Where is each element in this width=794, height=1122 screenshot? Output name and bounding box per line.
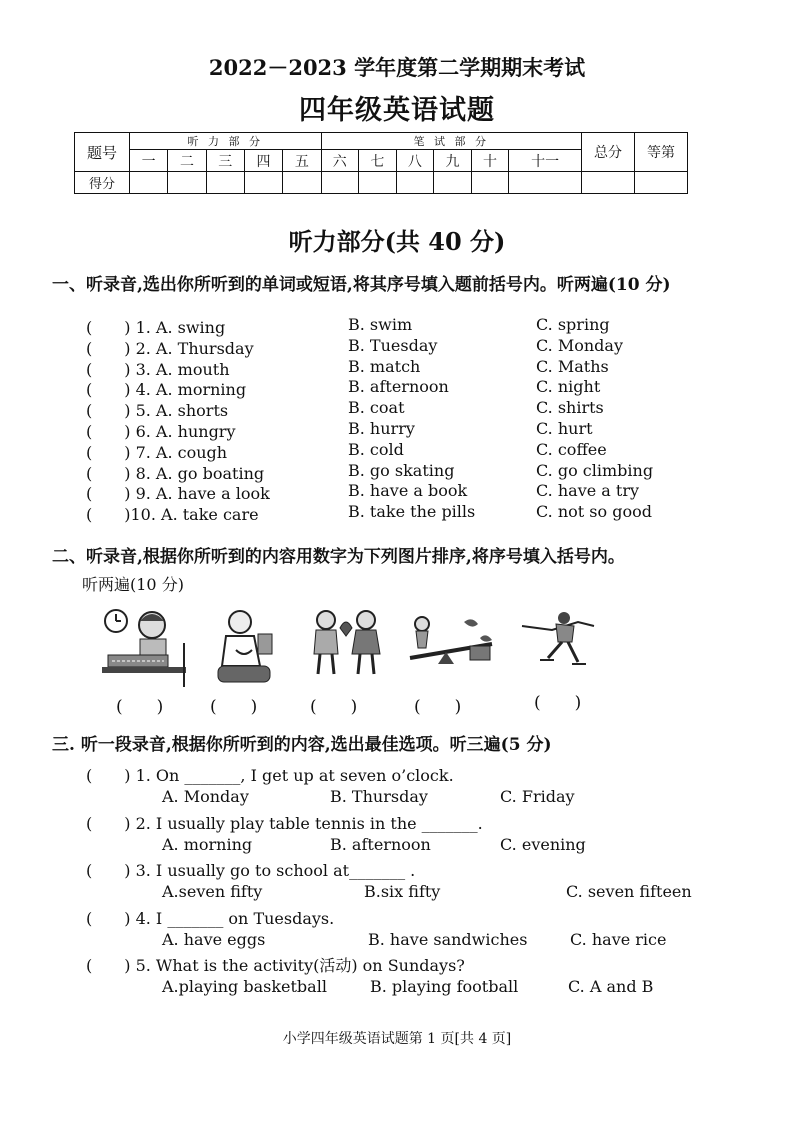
part1-option: C. hurt [536,419,593,438]
col-header: 三 [206,150,244,172]
part1-option: C. spring [536,315,610,334]
score-row-label: 得分 [75,172,130,194]
section-title: 听力部分(共 40 分) [288,227,506,256]
part3-question[interactable]: ( ) 5. What is the activity(活动) on Sundays? [86,956,465,976]
col-header: 七 [359,150,397,172]
part1-question[interactable]: ( ) 3. A. mouth [86,359,230,379]
part1-question[interactable]: ( ) 7. A. cough [86,442,228,462]
total-label: 总分 [582,133,635,172]
part1-question[interactable]: ( ) 9. A. have a look [86,484,270,504]
part1-option: C. Maths [536,356,609,376]
part1-option: C. Monday [536,335,623,355]
part1-option: B. cold [348,439,404,459]
score-cell[interactable] [130,172,168,194]
score-cell[interactable] [434,172,472,194]
score-cell[interactable] [471,172,509,194]
part3-option: C. seven fifteen [566,882,692,902]
part3-option: C. Friday [500,787,575,806]
part1-option: C. have a try [536,481,640,501]
score-table [74,132,688,194]
part1-question[interactable]: ( ) 6. A. hungry [86,422,236,441]
part3-question[interactable]: ( ) 1. On _______, I get up at seven o’clock. [86,766,454,785]
score-cell[interactable] [359,172,397,194]
score-cell[interactable] [244,172,282,194]
part1-option: B. match [348,356,421,376]
col-header: 九 [434,150,472,172]
picture-bracket[interactable]: ( ) [534,693,582,713]
col-header: 二 [168,150,206,172]
part1-option: B. afternoon [348,377,449,397]
part1-question[interactable]: ( ) 5. A. shorts [86,401,229,421]
part1-option: C. coffee [536,439,607,459]
score-cell[interactable] [168,172,206,194]
sick-boy-picture [214,606,276,686]
picture-bracket[interactable]: ( ) [310,697,358,717]
col-header: 六 [321,150,359,172]
part1-question[interactable]: ( ) 2. A. Thursday [86,338,254,358]
score-cell[interactable] [396,172,434,194]
part3-option: A. Monday [162,787,249,806]
col-header: 十一 [509,150,582,172]
question-number-label: 题号 [75,133,130,172]
part3-option: C. evening [500,834,586,854]
part1-question[interactable]: ( )10. A. take care [86,505,259,525]
part3-option: B. have sandwiches [368,929,528,949]
exam-title: 2022－2023 学年度第二学期期末考试 [208,55,586,80]
grade-label: 等第 [635,133,688,172]
col-header: 四 [244,150,282,172]
part3-option: B.six fifty [364,882,441,902]
part1-option: C. shirts [536,398,604,418]
part3-option: B. Thursday [330,787,428,806]
part3-option: A. have eggs [162,929,266,949]
part1-option: B. have a book [348,481,468,501]
two-kids-picture [306,608,388,678]
picture-bracket[interactable]: ( ) [414,697,462,717]
part3-option: A. morning [162,834,253,854]
page-footer: 小学四年级英语试题第 1 页[共 4 页] [282,1031,512,1047]
part1-option: B. swim [348,315,413,334]
score-cell[interactable] [283,172,321,194]
part1-option: C. night [536,377,601,397]
typing-kid-picture [100,603,190,688]
part1-question[interactable]: ( ) 4. A. morning [86,380,247,400]
part3-option: C. have rice [570,929,667,949]
part1-option: B. coat [348,398,405,418]
part1-question[interactable]: ( ) 1. A. swing [86,318,226,337]
part1-option: C. not so good [536,502,652,522]
listening-group-label: 听 力 部 分 [130,133,322,150]
part3-question[interactable]: ( ) 3. I usually go to school at_______ . [86,861,416,881]
part2-instruction: 二、听录音,根据你所听到的内容用数字为下列图片排序,将序号填入括号内。 [52,547,625,567]
col-header: 八 [396,150,434,172]
part1-option: B. take the pills [348,502,476,522]
score-cell[interactable] [206,172,244,194]
score-cell[interactable] [635,172,688,194]
part3-question[interactable]: ( ) 4. I _______ on Tuesdays. [86,908,335,928]
part3-option: C. A and B [568,977,654,997]
score-cell[interactable] [509,172,582,194]
part1-option: B. hurry [348,419,415,438]
col-header: 一 [130,150,168,172]
col-header: 五 [283,150,321,172]
exam-subtitle: 四年级英语试题 [299,95,495,126]
writing-group-label: 笔 试 部 分 [321,133,581,150]
picture-bracket[interactable]: ( ) [210,697,258,717]
score-cell[interactable] [321,172,359,194]
part3-instruction: 三. 听一段录音,根据你所听到的内容,选出最佳选项。听三遍(5 分) [52,735,552,755]
part3-option: A.playing basketball [162,977,327,997]
part1-option: B. go skating [348,460,455,480]
part3-option: B. afternoon [330,834,431,854]
part3-option: B. playing football [370,977,519,997]
col-header: 十 [471,150,509,172]
part3-option: A.seven fifty [162,882,263,902]
picture-bracket[interactable]: ( ) [116,697,164,717]
part1-instruction: 一、听录音,选出你所听到的单词或短语,将其序号填入题前括号内。听两遍(10 分) [52,275,671,295]
part3-question[interactable]: ( ) 2. I usually play table tennis in the _______. [86,813,483,833]
seesaw-picture [406,614,496,676]
part1-option: C. go climbing [536,460,654,480]
score-cell[interactable] [582,172,635,194]
part1-option: B. Tuesday [348,335,438,355]
part1-question[interactable]: ( ) 8. A. go boating [86,463,265,483]
part2-instruction-2: 听两遍(10 分) [82,575,184,594]
skating-kid-picture [518,612,598,672]
